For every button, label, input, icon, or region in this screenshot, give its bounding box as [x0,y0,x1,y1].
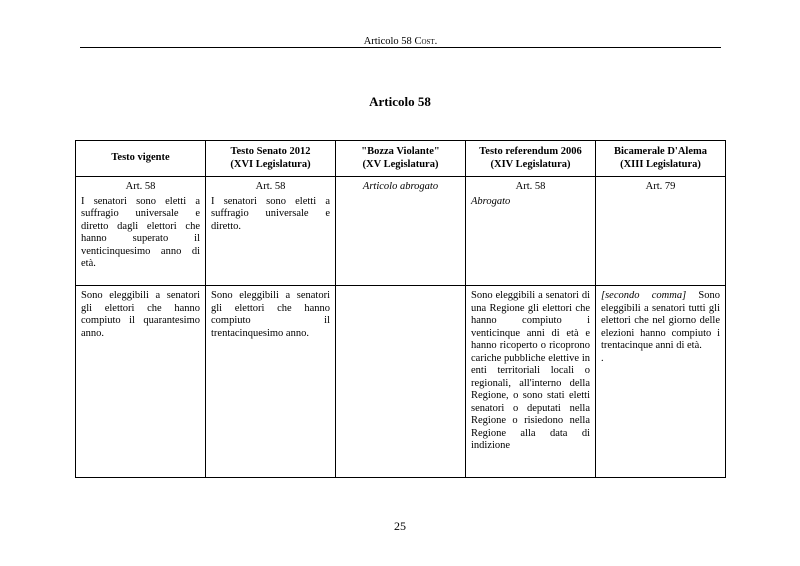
column-header-line2: (XIII Legislatura) [620,158,701,170]
document-title: Articolo 58 [369,94,431,109]
header-rule [80,47,721,48]
column-header-line1: Testo referendum 2006 [479,146,582,157]
table-row [76,286,726,478]
column-header-bozza-violante [336,141,466,177]
table-cell [336,286,466,478]
column-header-line1: Bicamerale D'Alema [613,146,707,157]
article-number: Art. 58 [125,181,156,192]
cell-text: I senatori sono eletti a suffragio universale e diretto. [211,195,330,232]
column-header-bicamerale-dalema [596,141,726,177]
article-number: Art. 58 [515,181,546,192]
column-header-line1: "Bozza Violante" [361,146,440,157]
table-cell [466,177,596,286]
column-header-line1: Testo Senato 2012 [230,146,311,157]
table-cell [596,177,726,286]
table-cell [466,286,596,478]
cell-text: Sono eleggibili a senatori di una Regione gli elettori che hanno compiuto i venticinque anni di età e hanno ricoperto o ricoprono cariche pubbliche elettive in enti territoriali locali o regionali, all'interno della Regione, o sono stati eletti senatori o deputati nella Regione o risiedono nella Regione alla data di indizione [471,290,590,451]
cell-text-body: Sono eleggibili a senatori tutti gli elettori che nel giorno delle elezioni hanno compiuto i trentacinque anni di età. [601,290,720,351]
column-header-line2: (XIV Legislatura) [490,158,571,170]
cell-text: I senatori sono eletti a suffragio universale e diretto dagli elettori che hanno superato il venticinquesimo anno di età. [81,195,200,269]
article-abrogated-note: Articolo abrogato [362,181,439,192]
cell-text [601,290,720,353]
cell-text: Sono eleggibili a senatori gli elettori che hanno compiuto il quarantesimo anno. [81,290,200,339]
column-header-line2: (XVI Legislatura) [230,158,311,170]
column-header-referendum-2006 [466,141,596,177]
article-number: Art. 58 [255,181,286,192]
page-number: 25 [394,519,406,533]
table-cell [596,286,726,478]
table-cell [206,177,336,286]
cell-text: Sono eleggibili a senatori gli elettori che hanno compiuto il trentacinquesimo anno. [211,290,330,339]
cell-trailing-mark: . [601,352,604,364]
column-header-testo-vigente [76,141,206,177]
article-number: Art. 79 [645,181,676,192]
table-cell [336,177,466,286]
running-header-suffix: Cost. [414,36,438,47]
table-cell [76,286,206,478]
table-cell [76,177,206,286]
table-header-row [76,141,726,177]
column-header-senato-2012 [206,141,336,177]
cell-text: Abrogato [471,195,511,207]
comma-note: [secondo comma] [601,290,687,301]
running-header-title: Articolo 58 [363,36,412,47]
column-header-line2: (XV Legislatura) [362,158,439,170]
table-row [76,177,726,286]
comparison-table [75,140,726,478]
table-cell [206,286,336,478]
column-header-line1: Testo vigente [111,152,170,164]
